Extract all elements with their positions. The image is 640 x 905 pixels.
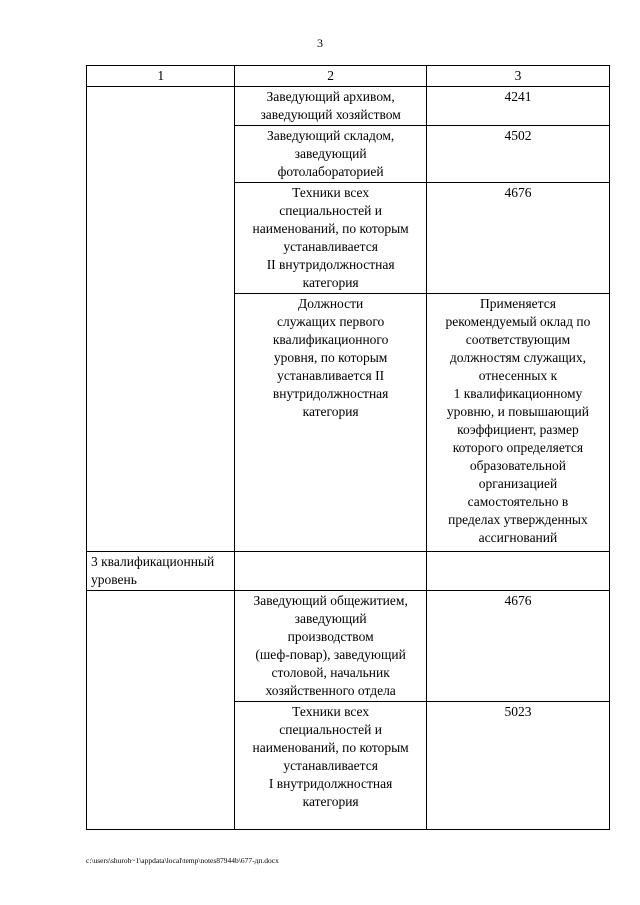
file-path-footer: c:\users\shuroh~1\appdata\local\temp\notes87944b\677-дп.docx bbox=[86, 856, 279, 865]
group-cell-empty bbox=[87, 87, 235, 552]
position-cell: Техники всех специальностей и наименований, по которым устанавливается II внутридолжностная категория bbox=[235, 183, 427, 294]
position-cell: Должности служащих первого квалификационного уровня, по которым устанавливается II внутридолжностная категория bbox=[235, 294, 427, 552]
page-number: 3 bbox=[317, 36, 323, 50]
column-header-3: 3 bbox=[426, 66, 609, 87]
table-header-row bbox=[87, 66, 610, 87]
salary-cell: 4676 bbox=[426, 183, 609, 294]
salary-cell: 4241 bbox=[426, 87, 609, 126]
table-row bbox=[87, 552, 610, 591]
group-cell-empty bbox=[87, 591, 235, 830]
table-row bbox=[87, 591, 610, 702]
salary-table bbox=[86, 65, 610, 830]
column-header-1: 1 bbox=[87, 66, 235, 87]
column-header-2: 2 bbox=[235, 66, 427, 87]
salary-cell: 4502 bbox=[426, 126, 609, 183]
table-row bbox=[87, 87, 610, 126]
position-cell bbox=[235, 552, 427, 591]
position-cell: Заведующий общежитием, заведующий производством (шеф-повар), заведующий столовой, начальник хозяйственного отдела bbox=[235, 591, 427, 702]
position-cell: Заведующий архивом, заведующий хозяйством bbox=[235, 87, 427, 126]
position-cell: Техники всех специальностей и наименований, по которым устанавливается I внутридолжностная категория bbox=[235, 702, 427, 830]
position-cell: Заведующий складом, заведующий фотолабораторией bbox=[235, 126, 427, 183]
salary-cell bbox=[426, 552, 609, 591]
salary-cell: 4676 bbox=[426, 591, 609, 702]
salary-cell: Применяется рекомендуемый оклад по соответствующим должностям служащих, отнесенных к 1 квалификационному уровню, и повышающий коэффициент, размер которого определяется образовательной организацией самостоятельно в пределах утвержденных ассигнований bbox=[426, 294, 609, 552]
qualification-level-cell: 3 квалификационный уровень bbox=[87, 552, 235, 591]
salary-cell: 5023 bbox=[426, 702, 609, 830]
